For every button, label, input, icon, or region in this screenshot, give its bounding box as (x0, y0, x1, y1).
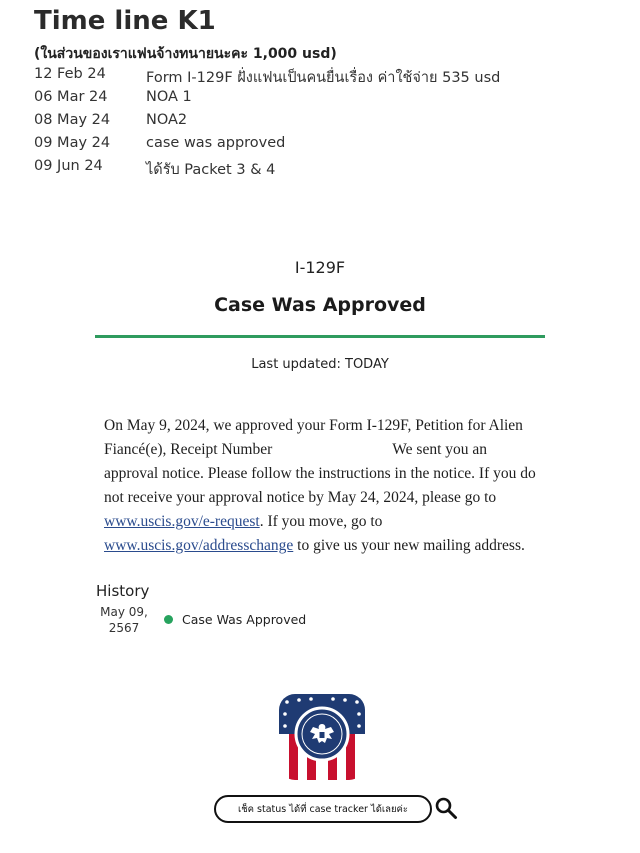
case-description (104, 414, 544, 558)
timeline-row (34, 135, 634, 158)
description-line: not receive your approval notice by May 24, 2024, please go to (104, 489, 497, 506)
description-line (104, 438, 544, 462)
timeline-row (34, 66, 634, 89)
search-icon[interactable] (434, 796, 458, 820)
history-heading: History (96, 582, 150, 600)
timeline-row (34, 89, 634, 112)
case-tracker-search[interactable] (214, 795, 432, 823)
history-date-line: May 09, (100, 605, 148, 619)
description-line: On May 9, 2024, we approved your Form I-129F, Petition for Alien (104, 417, 523, 434)
uscis-seal-icon[interactable] (279, 694, 365, 780)
timeline-row (34, 158, 634, 181)
receipt-label: Fiancé(e), Receipt Number (104, 441, 273, 458)
timeline-event: NOA2 (146, 112, 188, 128)
timeline-event: NOA 1 (146, 89, 192, 105)
description-line: approval notice. Please follow the instructions in the notice. If you do (104, 465, 536, 482)
history-date-line: 2567 (108, 621, 140, 635)
timeline-row (34, 112, 634, 135)
history-date (96, 604, 152, 636)
form-code: I-129F (294, 258, 346, 277)
last-updated: Last updated: TODAY (251, 357, 389, 372)
history-status: Case Was Approved (182, 612, 307, 627)
search-pill-text: เช็ค status ได้ที่ case tracker ได้เลยค่ะ (237, 803, 409, 815)
timeline-date: 08 May 24 (34, 112, 111, 128)
timeline-event: case was approved (146, 135, 286, 151)
timeline-event: ได้รับ Packet 3 & 4 (146, 162, 276, 178)
description-text: . If you move, go to (259, 513, 383, 530)
timeline-date: 09 May 24 (34, 135, 111, 151)
description-text: We sent you an (392, 441, 488, 458)
e-request-link[interactable]: www.uscis.gov/e-request (104, 513, 260, 530)
timeline-date: 09 Jun 24 (34, 158, 103, 174)
status-divider (95, 335, 545, 338)
status-dot-icon (164, 615, 173, 624)
description-line (104, 510, 544, 534)
description-text: to give us your new mailing address. (293, 537, 525, 554)
description-line (104, 534, 544, 558)
timeline-list (34, 66, 634, 181)
page-title: Time line K1 (34, 6, 216, 36)
timeline-date: 12 Feb 24 (34, 66, 106, 82)
case-status-heading: Case Was Approved (214, 294, 426, 316)
address-change-link[interactable]: www.uscis.gov/addresschange (104, 537, 294, 554)
timeline-date: 06 Mar 24 (34, 89, 108, 105)
timeline-event: Form I-129F ฝั่งแฟนเป็นคนยื่นเรื่อง ค่าใช้จ่าย 535 usd (146, 70, 501, 86)
app-icon-graphic (279, 694, 365, 780)
page-subtitle: (ในส่วนของเราแฟนจ้างทนายนะคะ 1,000 usd) (34, 46, 337, 62)
